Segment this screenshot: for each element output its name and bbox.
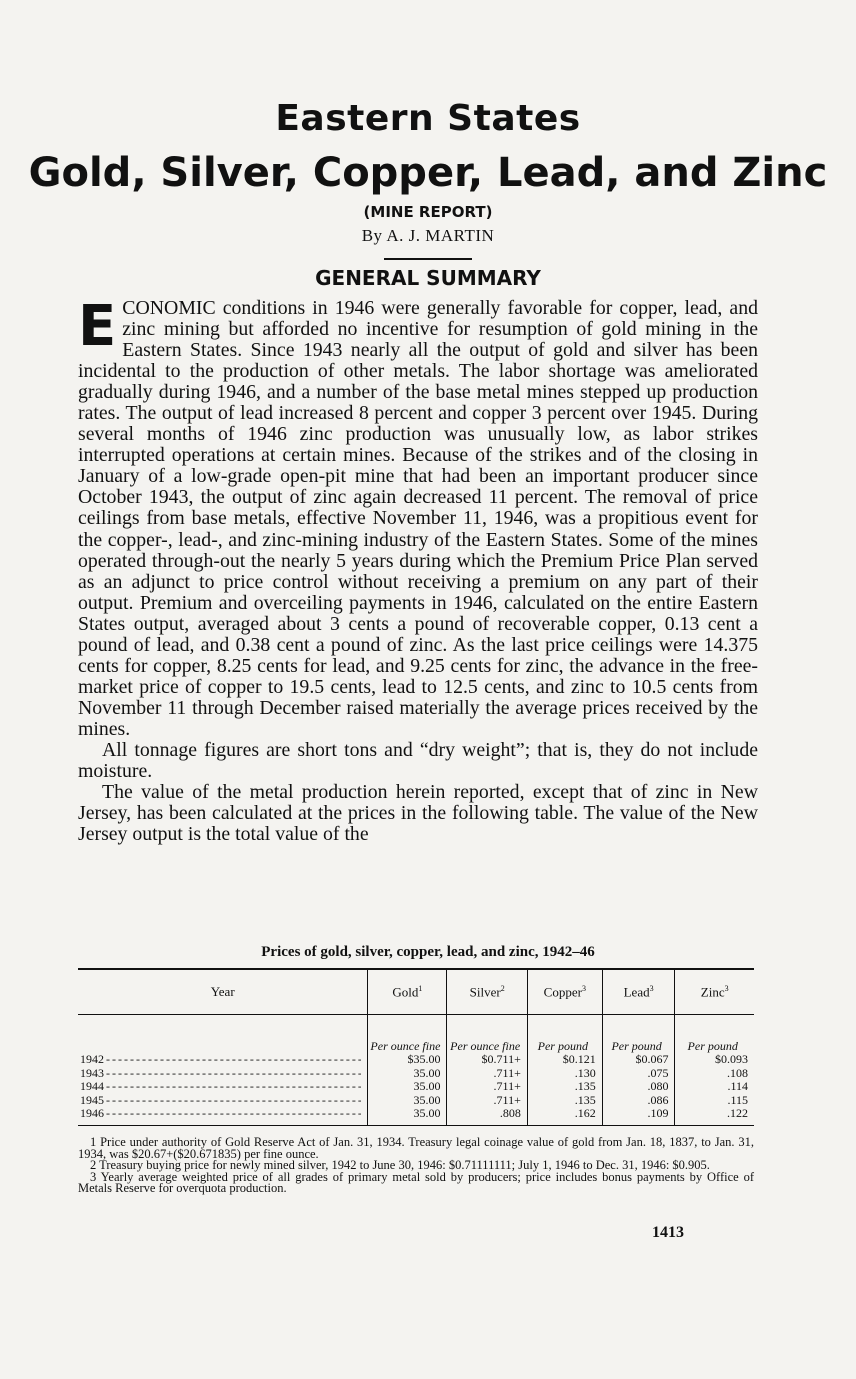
unit-silver: Per ounce fine	[447, 1015, 527, 1054]
year-cell: 1943 - - -	[80, 1067, 361, 1080]
paragraph-1-text: CONOMIC conditions in 1946 were generally favorable for copper, lead, and zinc mining but afforded no incentive for resumption of gold mining in the Eastern States. Since 1943 nearly all the output of gold and silver has been incidental to the production of other metals. The labor shortage was ameliorated gradually during 1946, and a number of the base metal mines stepped up production rates. The output of lead increased 8 percent and copper 3 percent over 1945. During several months of 1946 zinc production was unusually low, as labor strikes interrupted operations at certain mines. Because of the strikes and of the closing in January of a low-grade open-pit mine that had been an important producer since October 1943, the output of zinc again decreased 11 percent. The removal of price ceilings from base metals, effective November 11, 1946, was a propitious event for the copper-, lead-, and zinc-mining industry of the Eastern States. Some of the mines operated through-out the nearly 5 years during which the Premium Price Plan served as an adjunct to price control without receiving a premium on any part of their output. Premium and overceiling payments in 1946, calculated on the entire Eastern States output, averaged about 3 cents a pound of recoverable copper, 0.13 cent a pound of lead, and 0.38 cent a pound of zinc. As the last price ceilings were 14.375 cents for copper, 8.25 cents for lead, and 9.25 cents for zinc, the advance in the free-market price of copper to 19.5 cents, lead to 12.5 cents, and zinc to 10.5 cents from November 11 through December raised materially the average prices received by the mines.	[78, 297, 758, 740]
unit-copper: Per pound	[527, 1015, 602, 1054]
col-header-gold: Gold$^1$	[368, 969, 447, 1015]
table-row: 1943 - - - 35.00 .711+ .130 .075 .108	[78, 1067, 754, 1081]
title-divider	[384, 258, 472, 260]
col-header-zinc: Zinc$^3$	[675, 969, 754, 1015]
footnote-2: 2 Treasury buying price for newly mined silver, 1942 to June 30, 1946: $0.71111111; July 1, 1946 to Dec. 31, 1946: $0.905.	[90, 1158, 710, 1172]
drop-cap: E	[78, 294, 117, 359]
footnote-1: 1 Price under authority of Gold Reserve Act of Jan. 31, 1934. Treasury legal coinage value of gold from Jan. 18, 1837, to Jan. 31, 1934, was $20.67+($20.671835) per fine ounce.	[78, 1135, 754, 1161]
col-header-silver: Silver$^2$	[447, 969, 527, 1015]
title-line-2: Gold, Silver, Copper, Lead, and Zinc	[28, 150, 828, 196]
year-cell: 1944 - - -	[80, 1080, 361, 1093]
section-heading: GENERAL SUMMARY	[315, 266, 541, 290]
table-row: 1944 - - - 35.00 .711+ .135 .080 .114	[78, 1080, 754, 1094]
col-header-year: Year	[78, 969, 368, 1015]
footnote-3: 3 Yearly average weighted price of all grades of primary metal sold by producers; price includes bonus payments by Office of Metals Reserve for overquota production.	[78, 1169, 754, 1195]
subtitle: (MINE REPORT)	[363, 203, 493, 221]
title-line-1: Eastern States	[275, 98, 581, 139]
table-row: 1942 - - - $35.00 $0.711+ $0.121 $0.067 $0.093	[78, 1053, 754, 1067]
paragraph-1	[78, 294, 758, 740]
year-cell: 1942 - - -	[80, 1053, 361, 1066]
paragraph-3: The value of the metal production herein reported, except that of zinc in New Jersey, has been calculated at the prices in the following table. The value of the New Jersey output is the total value of the	[78, 781, 758, 846]
byline: By A. J. MARTIN	[361, 226, 495, 245]
page-number: 1413	[652, 1224, 684, 1241]
year-cell: 1946 - - -	[80, 1107, 361, 1120]
prices-table	[78, 968, 754, 1126]
units-row	[78, 1015, 754, 1054]
table-caption: Prices of gold, silver, copper, lead, and zinc, 1942–46	[261, 944, 595, 960]
paragraph-2: All tonnage figures are short tons and “dry weight”; that is, they do not include moisture.	[78, 738, 758, 783]
footnotes	[78, 1137, 754, 1195]
table-row: 1946 - - - 35.00 .808 .162 .109 .122	[78, 1107, 754, 1125]
unit-zinc: Per pound	[675, 1015, 754, 1054]
unit-gold: Per ounce fine	[368, 1015, 447, 1054]
unit-lead: Per pound	[602, 1015, 675, 1054]
col-header-copper: Copper$^3$	[527, 969, 602, 1015]
body-text	[78, 294, 758, 846]
col-header-lead: Lead$^3$	[602, 969, 675, 1015]
year-cell: 1945 - - -	[80, 1094, 361, 1107]
table-row: 1945 - - - 35.00 .711+ .135 .086 .115	[78, 1094, 754, 1108]
table-header-row	[78, 969, 754, 1015]
